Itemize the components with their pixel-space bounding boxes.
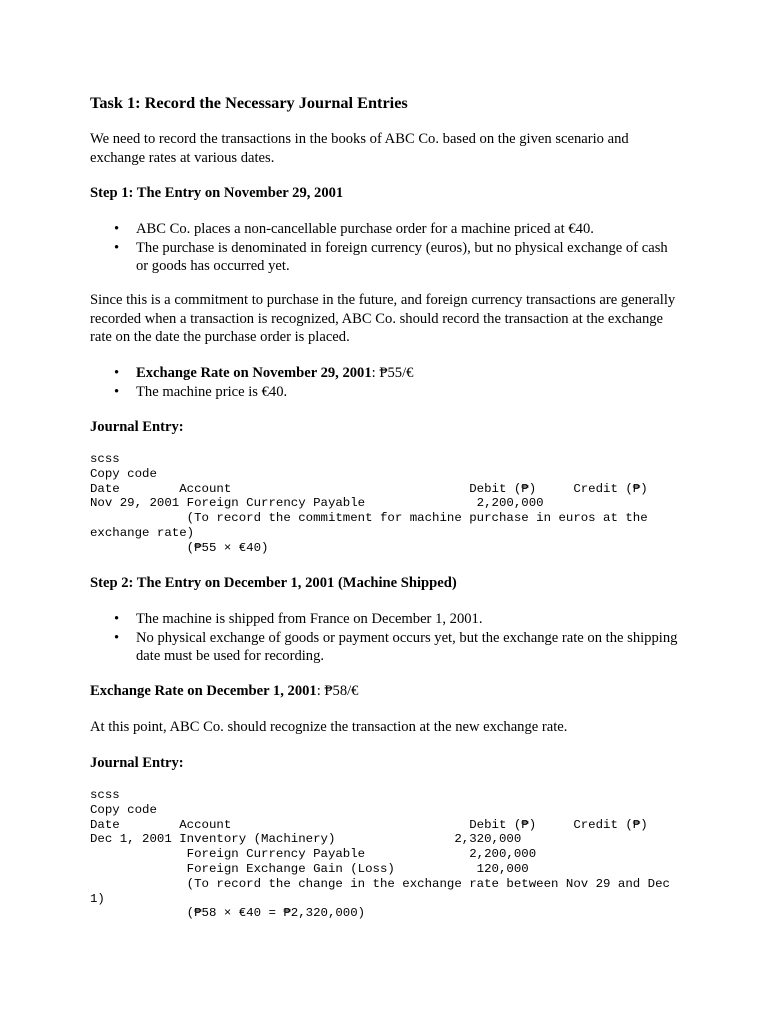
step2-journal-heading: Journal Entry: (90, 755, 184, 771)
intro-paragraph: We need to record the transactions in the books of ABC Co. based on the given scenario and exchange rates at various dates. (90, 131, 629, 166)
step1-heading: Step 1: The Entry on November 29, 2001 (90, 185, 344, 201)
step2-rate-value: : ₱58/€ (316, 683, 359, 699)
step1-paragraph: Since this is a commitment to purchase in the future, and foreign currency transactions are generally recorded when a transaction is recognized, ABC Co. should record the transaction at the exchange rate on the date the purchase order is placed. (90, 292, 676, 345)
step1-rate-value: : ₱55/€ (371, 365, 414, 381)
step2-bullet-list (90, 610, 680, 666)
step1-rate-list (90, 364, 680, 401)
step2-journal-code-block: scss Copy code Date Account Debit (₱) Credit (₱) Dec 1, 2001 Inventory (Machinery) 2,320,000 Foreign Currency Payable 2,200,000 Foreign Exchange Gain (Loss) 120,000 (To record the change in the exchange rate between Nov 29 and Dec 1) (₱58 × €40 = ₱2,320,000) (90, 788, 670, 921)
step2-rate-line (90, 682, 680, 701)
step1-journal-heading: Journal Entry: (90, 419, 184, 435)
step2-paragraph: At this point, ABC Co. should recognize the transaction at the new exchange rate. (90, 719, 568, 735)
step2-rate-label: Exchange Rate on December 1, 2001 (90, 683, 317, 699)
step2-heading: Step 2: The Entry on December 1, 2001 (Machine Shipped) (90, 575, 457, 591)
list-item (90, 364, 680, 383)
list-item: • No physical exchange of goods or payment occurs yet, but the exchange rate on the shipping date must be used for recording. (90, 629, 680, 666)
step1-bullet-list (90, 220, 680, 276)
step1-journal-code-block: scss Copy code Date Account Debit (₱) Credit (₱) Nov 29, 2001 Foreign Currency Payable 2,200,000 (To record the commitment for machine purchase in euros at the exchange rate) (₱55 × €40) (90, 452, 648, 555)
list-item: • The machine is shipped from France on December 1, 2001. (90, 610, 680, 629)
task-title: Task 1: Record the Necessary Journal Entries (90, 93, 408, 112)
list-item: • ABC Co. places a non-cancellable purchase order for a machine priced at €40. (90, 220, 680, 239)
list-item: • The purchase is denominated in foreign currency (euros), but no physical exchange of cash or goods has occurred yet. (90, 239, 680, 276)
list-item: • The machine price is €40. (90, 383, 680, 402)
step1-rate-label: Exchange Rate on November 29, 2001 (136, 365, 372, 381)
